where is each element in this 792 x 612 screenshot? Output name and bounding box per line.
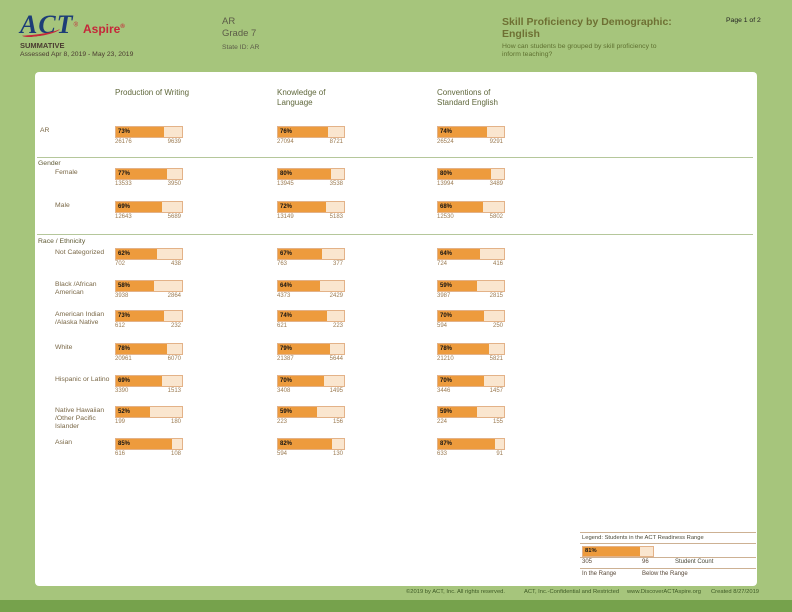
proficiency-bar [277,126,345,138]
in-range-count: 223 [277,419,288,425]
proficiency-percent: 74% [440,129,453,135]
proficiency-bar [115,248,183,260]
proficiency-bar [437,406,505,418]
count-row [437,356,503,364]
count-row [437,181,503,189]
proficiency-bar [115,168,183,180]
below-range-count: 2864 [167,293,181,299]
proficiency-percent: 85% [118,441,131,447]
proficiency-percent: 67% [280,251,293,257]
legend-below-range-count: 96 [642,559,649,565]
count-row [115,451,181,459]
proficiency-percent: 64% [280,283,293,289]
below-range-count: 108 [170,451,181,457]
in-range-count: 21387 [277,356,294,362]
proficiency-bar [437,310,505,322]
row-label-american-indian-alaska-native: American Indian /Alaska Native [55,311,105,326]
proficiency-percent: 82% [280,441,293,447]
in-range-count: 3987 [437,293,451,299]
column-header-conventions-of-standard-english: Conventions of Standard English [437,88,498,107]
in-range-count: 27094 [277,139,294,145]
proficiency-percent: 58% [118,283,131,289]
count-row [437,388,503,396]
count-row [277,214,343,222]
below-range-count: 180 [170,419,181,425]
proficiency-bar [437,126,505,138]
below-range-count: 6070 [167,356,181,362]
count-row [115,181,181,189]
count-row [277,293,343,301]
below-range-count: 5183 [329,214,343,220]
act-aspire-logo [20,12,133,58]
proficiency-bar [277,201,345,213]
in-range-count: 26176 [115,139,132,145]
report-title-block [502,16,702,59]
below-range-count: 9291 [489,139,503,145]
below-range-count: 2429 [329,293,343,299]
report-title: Skill Proficiency by Demographic: English [502,16,672,40]
proficiency-percent: 59% [440,409,453,415]
below-range-count: 1495 [329,388,343,394]
in-range-count: 21210 [437,356,454,362]
count-row [437,451,503,459]
below-range-count: 438 [170,261,181,267]
footer-copyright: ©2019 by ACT, Inc. All rights reserved. [406,589,505,595]
proficiency-bar [437,201,505,213]
in-range-count: 621 [277,323,288,329]
count-row [277,451,343,459]
legend-in-range-count: 305 [582,559,593,565]
proficiency-bar [277,168,345,180]
row-label-white: White [55,344,73,351]
row-label-black-african-american: Black /African American [55,281,97,296]
below-range-count: 8721 [329,139,343,145]
legend-in-range-label: In the Range [582,571,617,577]
below-range-count: 155 [492,419,503,425]
row-label-not-categorized: Not Categorized [55,249,105,256]
in-range-count: 763 [277,261,288,267]
proficiency-bar [277,248,345,260]
below-range-count: 9639 [167,139,181,145]
proficiency-bar [115,406,183,418]
legend [580,532,756,580]
in-range-count: 224 [437,419,448,425]
in-range-count: 12643 [115,214,132,220]
in-range-count: 3408 [277,388,291,394]
below-range-count: 377 [332,261,343,267]
legend-sample-row [580,544,756,558]
proficiency-bar [437,343,505,355]
row-label-female: Female [55,169,78,176]
proficiency-bar [277,406,345,418]
proficiency-percent: 70% [440,378,453,384]
below-range-count: 130 [332,451,343,457]
page-bottom-strip [0,600,792,612]
proficiency-percent: 80% [440,171,453,177]
below-range-count: 232 [170,323,181,329]
section-divider [37,234,753,235]
proficiency-percent: 78% [440,346,453,352]
below-range-count: 1513 [167,388,181,394]
proficiency-bar [115,375,183,387]
count-row [277,323,343,331]
legend-student-count-label: Student Count [675,559,714,565]
proficiency-percent: 64% [440,251,453,257]
proficiency-percent: 77% [118,171,131,177]
proficiency-percent: 69% [118,378,131,384]
proficiency-bar [115,438,183,450]
proficiency-bar [115,280,183,292]
in-range-count: 20961 [115,356,132,362]
count-row [115,356,181,364]
row-label-male: Male [55,202,70,209]
count-row [277,419,343,427]
assessed-dates: Assessed Apr 8, 2019 - May 23, 2019 [20,51,134,58]
proficiency-bar [437,280,505,292]
section-divider [37,157,753,158]
summative-label: SUMMATIVE [20,41,65,50]
in-range-count: 199 [115,419,126,425]
column-header-knowledge-of-language: Knowledge of Language [277,88,326,107]
in-range-count: 13994 [437,181,454,187]
below-range-count: 156 [332,419,343,425]
proficiency-percent: 59% [440,283,453,289]
proficiency-percent: 78% [118,346,131,352]
in-range-count: 3390 [115,388,129,394]
proficiency-percent: 62% [118,251,131,257]
in-range-count: 612 [115,323,126,329]
proficiency-bar [437,248,505,260]
grade-label: Grade 7 [222,28,257,39]
footer-created-date: Created 8/27/2019 [711,589,760,595]
legend-below-range-label: Below the Range [642,571,688,577]
count-row [277,388,343,396]
count-row [277,261,343,269]
report-subtitle: How can students be grouped by skill proficiency to inform teaching? [502,43,657,58]
proficiency-bar [437,438,505,450]
below-range-count: 5689 [167,214,181,220]
in-range-count: 616 [115,451,126,457]
count-row [115,214,181,222]
count-row [437,419,503,427]
in-range-count: 26524 [437,139,454,145]
column-header-production-of-writing: Production of Writing [115,88,190,97]
count-row [437,261,503,269]
in-range-count: 3446 [437,388,451,394]
report-panel [35,72,757,586]
in-range-count: 12530 [437,214,454,220]
proficiency-percent: 70% [440,313,453,319]
aspire-logo-text: Aspire® [83,22,125,36]
below-range-count: 250 [492,323,503,329]
in-range-count: 4373 [277,293,291,299]
in-range-count: 594 [437,323,448,329]
state-id-label: State ID: AR [222,44,260,51]
count-row [437,293,503,301]
proficiency-percent: 73% [118,313,131,319]
in-range-count: 594 [277,451,288,457]
legend-title: Legend: Students in the ACT Readiness Range [580,533,756,544]
footer-confidential: ACT, Inc.-Confidential and Restricted [524,589,620,595]
below-range-count: 416 [492,261,503,267]
count-row [277,356,343,364]
below-range-count: 91 [496,451,503,457]
count-row [277,139,343,147]
below-range-count: 3950 [167,181,181,187]
in-range-count: 724 [437,261,448,267]
row-label-ar: AR [40,127,50,134]
proficiency-percent: 69% [118,204,131,210]
proficiency-bar [115,310,183,322]
proficiency-percent: 52% [118,409,131,415]
proficiency-bar [115,343,183,355]
count-row [115,293,181,301]
below-range-count: 1457 [489,388,503,394]
section-label-gender: Gender [38,160,61,167]
proficiency-percent: 79% [280,346,293,352]
section-label-race-ethnicity: Race / Ethnicity [38,238,86,245]
proficiency-bar [277,310,345,322]
proficiency-bar [115,201,183,213]
footer-url: www.DiscoverACTAspire.org [627,589,701,595]
row-label-native-hawaiian-other-pacific-islander: Native Hawaiian /Other Pacific Islander [55,407,105,430]
count-row [437,323,503,331]
registered-mark: ® [73,22,78,29]
proficiency-percent: 74% [280,313,293,319]
below-range-count: 2815 [489,293,503,299]
row-label-asian: Asian [55,439,73,446]
page-number: Page 1 of 2 [726,17,761,24]
count-row [437,214,503,222]
proficiency-bar [277,280,345,292]
count-row [115,388,181,396]
below-range-count: 5644 [329,356,343,362]
in-range-count: 702 [115,261,126,267]
proficiency-percent: 76% [280,129,293,135]
proficiency-percent: 87% [440,441,453,447]
in-range-count: 13149 [277,214,294,220]
proficiency-percent: 68% [440,204,453,210]
proficiency-bar [277,375,345,387]
below-range-count: 223 [332,323,343,329]
proficiency-bar [437,375,505,387]
report-context [222,16,259,51]
row-label-hispanic-or-latino: Hispanic or Latino [55,376,110,383]
below-range-count: 5821 [489,356,503,362]
proficiency-bar [437,168,505,180]
below-range-count: 3538 [329,181,343,187]
legend-labels-row [580,569,756,580]
below-range-count: 3489 [489,181,503,187]
proficiency-bar [277,438,345,450]
in-range-count: 633 [437,451,448,457]
proficiency-percent: 59% [280,409,293,415]
proficiency-bar [277,343,345,355]
legend-sample-percent: 81% [585,548,597,554]
count-row [437,139,503,147]
count-row [115,139,181,147]
count-row [115,323,181,331]
count-row [277,181,343,189]
count-row [115,261,181,269]
count-row [115,419,181,427]
legend-sample-bar [582,546,654,557]
proficiency-bar [115,126,183,138]
proficiency-percent: 70% [280,378,293,384]
proficiency-percent: 72% [280,204,293,210]
in-range-count: 13945 [277,181,294,187]
below-range-count: 5802 [489,214,503,220]
in-range-count: 13533 [115,181,132,187]
proficiency-percent: 80% [280,171,293,177]
proficiency-percent: 73% [118,129,131,135]
legend-counts-row [580,558,756,569]
act-logo-text: ACT [20,10,74,39]
in-range-count: 3938 [115,293,129,299]
state-label: AR [222,16,236,27]
